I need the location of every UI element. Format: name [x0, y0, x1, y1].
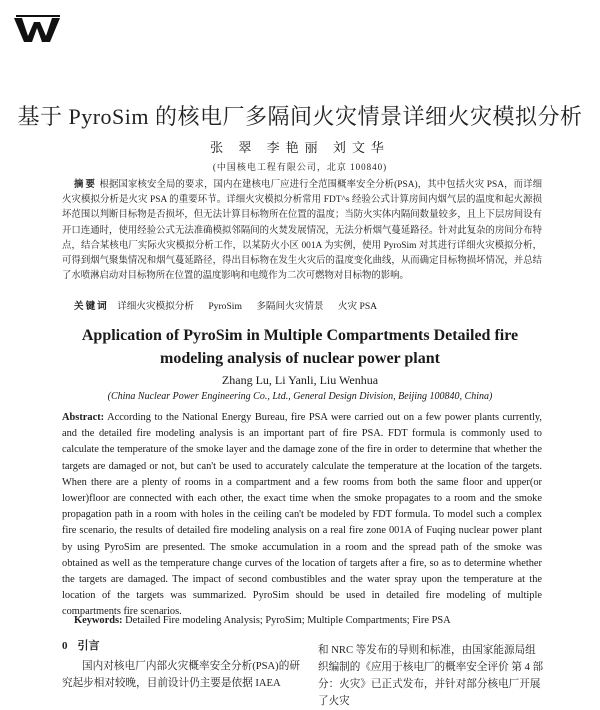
chinese-keyword: 多隔间火灾情景: [256, 301, 324, 312]
section-number: 0: [62, 640, 68, 652]
section-heading: [62, 638, 300, 655]
english-authors: Zhang Lu, Li Yanli, Liu Wenhua: [221, 373, 379, 387]
intro-paragraph-right: 和 NRC 等发布的导则和标准，由国家能源局组织编制的《应用于核电厂的概率安全评价 第 4 部分：火灾》已正式发布，并针对部分核电厂开展了火灾: [318, 645, 544, 707]
english-abstract: [62, 410, 542, 621]
english-abstract-text: According to the National Energy Bureau, fire PSA were carried out on a few power plants currently, and the detailed fire modeling analysis is an important part of fire PSA. FDT formula is commonly used to calculate the temperature of the smoke layer and the damage zone of the fire in order to determine that whether the targets are damaged or not, but can't be used to accurately calculate the temperature at the location of the targets. When there are a plenty of rooms in a compartment and a few rooms from both the same floor and upper(or lower)floor are connected with each other, the exact time when the smoke propagates to a room and the smoke propagation path in a room with holes in the ceiling can't be modeled by FDT formula. To model such a complex fire scenario, the results of detailed fire modeling analysis on a real fire zone 001A of Fuqing nuclear power plant by using PyroSim are presented. The smoke accumulation in a room and the spread path of the smoke was obtained as well as the temperature change curves of the location of targets after a fire, so as to determine whether the targets are damaged. The impact of second combustibles and the water spray upon the temperature at the location of the targets was summarized. PyroSim should be used in detailed fire modeling of multiple compartments fire scenarios.: [62, 412, 542, 618]
chinese-abstract: [62, 178, 542, 284]
chinese-abstract-label: 摘要: [74, 180, 98, 190]
english-keywords-label: Keywords:: [74, 615, 123, 626]
english-abstract-label: Abstract:: [62, 412, 105, 423]
english-title-line-2: modeling analysis of nuclear power plant: [160, 350, 440, 367]
english-keywords-text: Detailed Fire modeling Analysis; PyroSim; Multiple Compartments; Fire PSA: [125, 615, 451, 626]
chinese-keywords: [74, 300, 544, 314]
chinese-keyword: 详细火灾模拟分析: [117, 301, 194, 312]
journal-w-logo: [14, 14, 62, 44]
intro-paragraph-left: 国内对核电厂内部火灾概率安全分析(PSA)的研究起步相对较晚，目前设计仍主要是依据 IAEA: [62, 661, 300, 689]
body-left-column: [62, 638, 300, 692]
english-title-line-1: Application of PyroSim in Multiple Compartments Detailed fire: [81, 327, 519, 344]
english-title: [0, 324, 600, 370]
chinese-keywords-label: 关键词: [74, 301, 109, 312]
body-right-column: [318, 642, 546, 710]
english-keywords: [74, 614, 544, 628]
chinese-affiliation: (中国核电工程有限公司，北京 100840): [212, 162, 388, 172]
english-affiliation: (China Nuclear Power Engineering Co., Ltd., General Design Division, Beijing 100840, China): [107, 391, 493, 402]
chinese-keyword: 火灾 PSA: [337, 301, 378, 312]
chinese-keyword: PyroSim: [208, 301, 242, 312]
chinese-title: 基于 PyroSim 的核电厂多隔间火灾情景详细火灾模拟分析: [17, 104, 583, 129]
chinese-abstract-text: 根据国家核安全局的要求，国内在建核电厂应进行全范围概率安全分析(PSA)，其中包括火灾 PSA，而详细火灾模拟分析是火灾 PSA 的重要环节。详细火灾模拟分析常用 FDT^s 经验公式计算房间内烟气层的温度和起火源损坏范围以判断目标物是否损坏，但无法计算目标物所在位置的温度；当防火实体内隔间数量较多，且上下层房间设有开口连通时，使用经验公式无法准确模拟邻隔间的火焚发展情况，无法分析烟气蔓延路径。针对此复杂的房间分布特点，结合某核电厂实际火灾模拟分析工作，以某防火小区 001A 为实例，使用 PyroSim 对其进行详细火灾模拟分析，可得到烟气聚集情况和烟气蔓延路径，得出目标物在发生火灾后的温度变化曲线，从而确定目标物损坏情况，并总结了水喷淋启动对目标物所在位置的温度影响和电缆作为二次可燃物对目标物的影响。: [62, 180, 542, 282]
chinese-authors: 张 翠 李艳丽 刘文华: [210, 140, 390, 155]
section-title: 引言: [77, 640, 100, 652]
